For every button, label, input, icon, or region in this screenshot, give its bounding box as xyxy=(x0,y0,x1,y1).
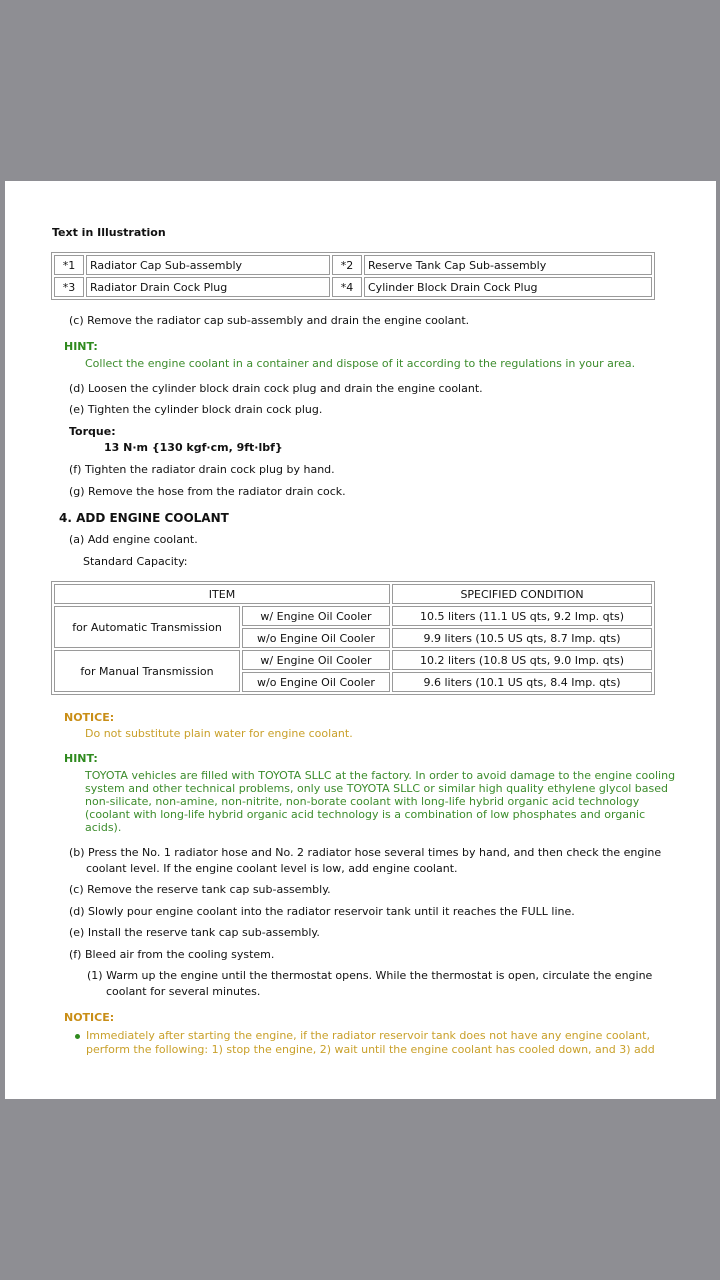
cell-value: 10.2 liters (10.8 US qts, 9.0 Imp. qts) xyxy=(392,650,652,670)
hint-text-line: system and other technical problems, only use TOYOTA SLLC or similar high quality ethylene glycol based xyxy=(85,782,668,795)
column-header-item: ITEM xyxy=(54,584,390,604)
callout-number: *2 xyxy=(332,255,362,275)
hint-text-line: acids). xyxy=(85,821,122,834)
cell-condition: w/o Engine Oil Cooler xyxy=(242,672,390,692)
notice-title: NOTICE: xyxy=(64,1011,115,1024)
table-header-row xyxy=(54,584,652,604)
cell-value: 10.5 liters (11.1 US qts, 9.2 Imp. qts) xyxy=(392,606,652,626)
notice-title: NOTICE: xyxy=(64,711,115,724)
notice-text-continued: perform the following: 1) stop the engine, 2) wait until the engine coolant has cooled down, and 3) add xyxy=(86,1043,655,1056)
table-row xyxy=(54,650,652,670)
step-text-continued: coolant level. If the engine coolant level is low, add engine coolant. xyxy=(86,862,458,875)
step-text: (e) Tighten the cylinder block drain cock plug. xyxy=(69,403,323,416)
substep-text-continued: coolant for several minutes. xyxy=(106,985,261,998)
cell-value: 9.6 liters (10.1 US qts, 8.4 Imp. qts) xyxy=(392,672,652,692)
step-text: (a) Add engine coolant. xyxy=(69,533,198,546)
torque-label: Torque: xyxy=(69,425,116,438)
notice-text: Do not substitute plain water for engine coolant. xyxy=(85,727,353,740)
cell-value: 9.9 liters (10.5 US qts, 8.7 Imp. qts) xyxy=(392,628,652,648)
row-group-label: for Automatic Transmission xyxy=(54,606,240,648)
column-header-condition: SPECIFIED CONDITION xyxy=(392,584,652,604)
callout-label: Radiator Cap Sub-assembly xyxy=(86,255,330,275)
step-text: (g) Remove the hose from the radiator drain cock. xyxy=(69,485,346,498)
illustration-table xyxy=(51,252,655,300)
notice-bullet-line xyxy=(75,1029,650,1042)
step-text: (c) Remove the radiator cap sub-assembly and drain the engine coolant. xyxy=(69,314,470,327)
notice-text: Immediately after starting the engine, if the radiator reservoir tank does not have any engine coolant, xyxy=(86,1029,650,1042)
callout-label: Radiator Drain Cock Plug xyxy=(86,277,330,297)
step-text: (b) Press the No. 1 radiator hose and No. 2 radiator hose several times by hand, and then check the engine xyxy=(69,846,662,859)
callout-number: *1 xyxy=(54,255,84,275)
step-text: (f) Bleed air from the cooling system. xyxy=(69,948,275,961)
section-heading: 4. ADD ENGINE COOLANT xyxy=(59,511,229,525)
capacity-label: Standard Capacity: xyxy=(83,555,188,568)
callout-label: Reserve Tank Cap Sub-assembly xyxy=(364,255,652,275)
step-text: (f) Tighten the radiator drain cock plug by hand. xyxy=(69,463,335,476)
callout-number: *4 xyxy=(332,277,362,297)
cell-condition: w/o Engine Oil Cooler xyxy=(242,628,390,648)
torque-value: 13 N·m {130 kgf·cm, 9ft·lbf} xyxy=(104,441,283,454)
callout-label: Cylinder Block Drain Cock Plug xyxy=(364,277,652,297)
hint-title: HINT: xyxy=(64,752,98,765)
cell-condition: w/ Engine Oil Cooler xyxy=(242,606,390,626)
table-row xyxy=(54,255,652,275)
step-text: (c) Remove the reserve tank cap sub-assembly. xyxy=(69,883,331,896)
illustration-heading: Text in Illustration xyxy=(52,226,166,239)
bullet-icon xyxy=(75,1034,80,1039)
substep-text: (1) Warm up the engine until the thermostat opens. While the thermostat is open, circulate the engine xyxy=(87,969,653,982)
step-text: (d) Loosen the cylinder block drain cock plug and drain the engine coolant. xyxy=(69,382,483,395)
capacity-table xyxy=(51,581,655,695)
callout-number: *3 xyxy=(54,277,84,297)
hint-title: HINT: xyxy=(64,340,98,353)
table-row xyxy=(54,277,652,297)
hint-text-line: non-silicate, non-amine, non-nitrite, non-borate coolant with long-life hybrid organic acid technology xyxy=(85,795,640,808)
hint-text-line: TOYOTA vehicles are filled with TOYOTA SLLC at the factory. In order to avoid damage to the engine cooling xyxy=(85,769,676,782)
row-group-label: for Manual Transmission xyxy=(54,650,240,692)
table-row xyxy=(54,606,652,626)
step-text: (d) Slowly pour engine coolant into the radiator reservoir tank until it reaches the FULL line. xyxy=(69,905,575,918)
step-text: (e) Install the reserve tank cap sub-assembly. xyxy=(69,926,320,939)
document-page xyxy=(5,181,716,1099)
cell-condition: w/ Engine Oil Cooler xyxy=(242,650,390,670)
hint-text: Collect the engine coolant in a container and dispose of it according to the regulations in your area. xyxy=(85,357,636,370)
hint-text-line: (coolant with long-life hybrid organic acid technology is a combination of low phosphates and organic xyxy=(85,808,646,821)
